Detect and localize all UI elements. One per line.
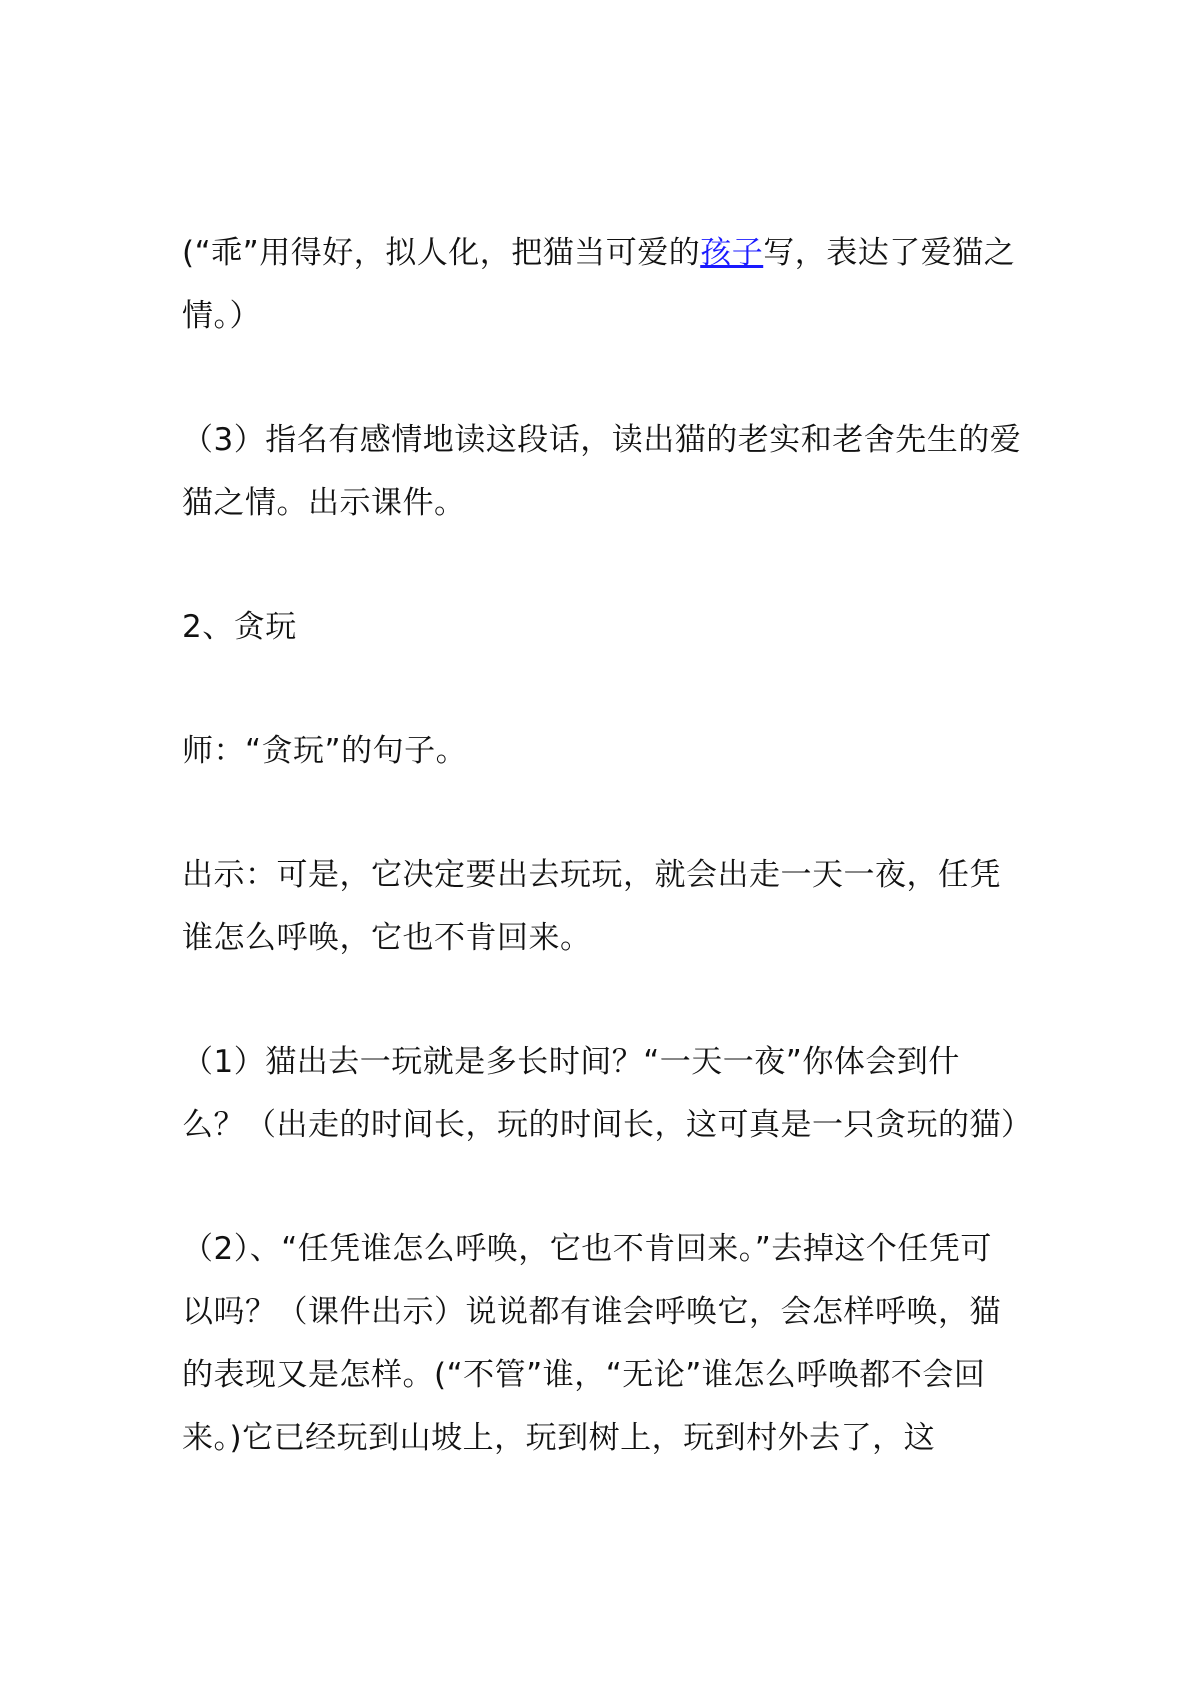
- child-link[interactable]: 孩子: [700, 235, 764, 271]
- paragraph-question-2: （2）、“任凭谁怎么呼唤，它也不肯回来。”去掉这个任凭可以吗？（课件出示）说说都有谁会呼唤它，会怎样呼唤，猫的表现又是怎样。(“不管”谁，“无论”谁怎么呼唤都不会回来。)它已经玩到山坡上，玩到树上，玩到村外去了，这: [182, 1231, 1001, 1456]
- paragraph-1-text-after-link: 写，表达了爱猫之情。）: [182, 235, 1016, 334]
- paragraph-1-text-before-link: (“乖”用得好，拟人化，把猫当可爱的: [182, 235, 701, 271]
- paragraph-display-sentence: 出示：可是，它决定要出去玩玩，就会出走一天一夜，任凭谁怎么呼唤，它也不肯回来。: [182, 857, 1001, 956]
- paragraph-question-1: （1）猫出去一玩就是多长时间？“一天一夜”你体会到什么？（出走的时间长，玩的时间长，这可真是一只贪玩的猫）: [182, 1044, 1033, 1143]
- document-body: [182, 222, 1033, 1470]
- section-heading-greedy-play: 2、贪玩: [182, 609, 297, 645]
- paragraph-1: [182, 222, 1022, 348]
- paragraph-2: （3）指名有感情地读这段话，读出猫的老实和老舍先生的爱猫之情。出示课件。: [182, 422, 1022, 521]
- paragraph-teacher-prompt: 师：“贪玩”的句子。: [182, 733, 468, 769]
